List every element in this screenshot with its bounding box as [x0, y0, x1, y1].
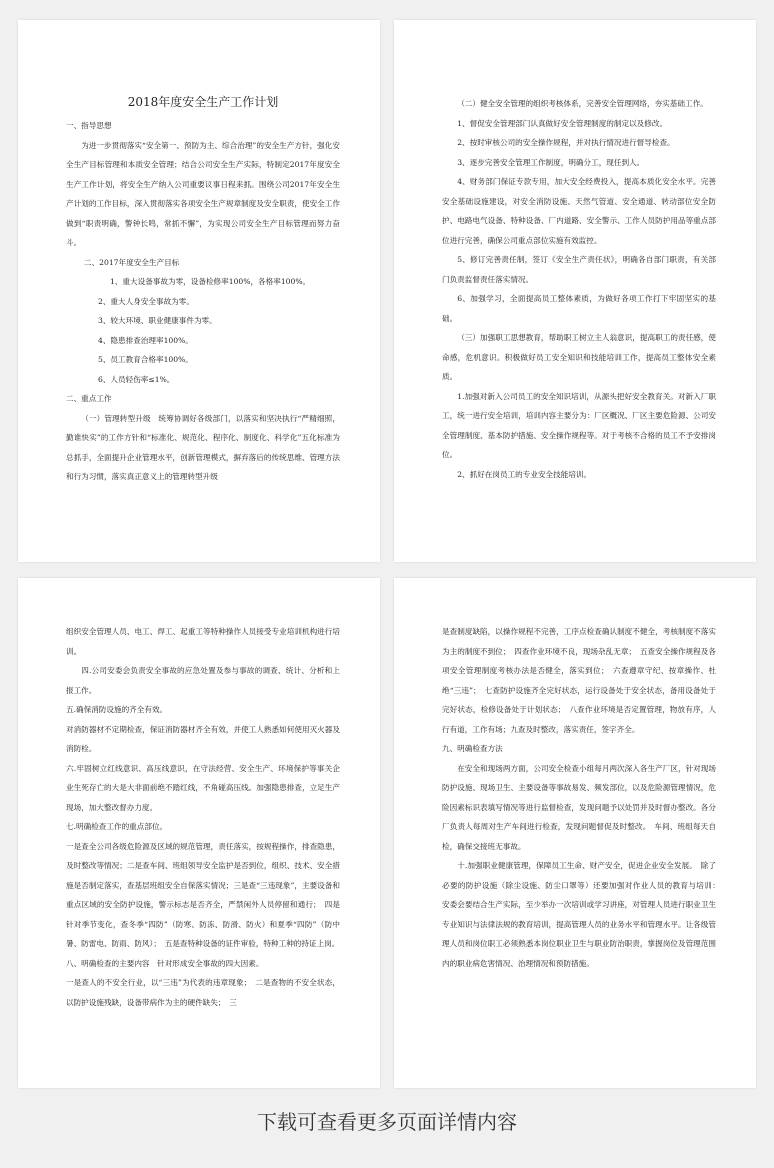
document-page-1	[18, 20, 380, 562]
section-heading: 二、重点工作	[66, 394, 112, 403]
document-title: 2018年度安全生产工作计划	[127, 95, 279, 109]
section-heading: 一、指导思想	[66, 121, 112, 130]
section-heading: 九、明确检查方法	[442, 744, 503, 753]
list-item: 6、加强学习，全面提高员工整体素质，为做好各项工作打下牢固坚实的基础。	[442, 294, 716, 323]
more-pages-caption: 下载可查看更多页面详情内容	[257, 1110, 517, 1134]
paragraph: 是查制度缺陷，以操作规程不完善，工序点检查确认制度不健全，考核制度不落实为主的制度不到位； 四查作业环境不良，现场杂乱无章； 五查安全操作规程及各项安全管理制度考核办法是否健全，落实到位； 六查遵章守纪、按章操作、杜绝“三违”； 七查防护设施齐全完好状态，运行设备处于安全状态，备用设备处于完好状态，检修设备处于计划状态； 八查作业环境是否定置管理，物放有序，人行有道，工作有场；九查及时整改，落实责任，签字齐全。	[442, 627, 716, 734]
list-item: 1、督促安全管理部门认真做好安全管理制度的制定以及修改。	[457, 118, 668, 128]
paragraph: 为进一步贯彻落实“安全第一、预防为主、综合治理”的安全生产方针，强化安全生产目标管理和本质安全管理；结合公司安全生产实际，特制定2017年度安全生产工作计划，将安全生产纳入公司重要议事日程来抓。围绕公司2017年安全生产计划的工作目标，深入贯彻落实各项安全生产规章制度及安全职责，使安全工作做到“职责明确，警钟长鸣，常抓不懈”，为实现公司安全生产目标管理而努力奋斗。	[66, 140, 340, 247]
list-item: 4、财务部门保证专款专用，加大安全经费投入，提高本质化安全水平。完善安全基础设施建设，对安全消防设施、天然气管道、安全通道、转动部位安全防护、电路电气设备、特种设备、厂内道路、安全警示、工作人员防护用品等重点部位进行完善，确保公司重点部位实施有效监控。	[442, 177, 716, 245]
list-item: 2、重大人身安全事故为零。	[98, 296, 194, 306]
section-heading: 五.确保消防设施的齐全有效。	[66, 705, 168, 714]
section-heading: 二、2017年度安全生产目标	[84, 257, 180, 267]
list-item: 5、员工教育合格率100%。	[98, 355, 193, 364]
list-item: 6、人员轻伤率≤1%。	[98, 374, 175, 384]
section-heading: 六.牢固树立红线意识、高压线意识，在守法经营、安全生产、环境保护等事关企业生死存亡的大是大非面前绝不踏红线，不角碰高压线。加强隐患排查，立足生产现场，加大整改督办力度。	[66, 763, 340, 812]
paragraph: 一是查人的不安全行业，以“三违”为代表的违章现象； 二是查物的不安全状态，以防护设施残缺，设备带病作为主的硬件缺失； 三	[66, 978, 340, 1007]
section-heading: 七.明确检查工作的重点部位。	[66, 822, 168, 831]
list-item: 3、较大环境、职业健康事件为零。	[98, 316, 217, 325]
paragraph: 组织安全管理人员、电工、焊工、起重工等特种操作人员接受专业培训机构进行培训。	[66, 627, 340, 656]
paragraph: 一是查全公司各级危险源及区域的规范管理，责任落实，按规程操作，排查隐患，及时整改等情况；二是查车间、班组领导安全监护是否到位，组织、技术、安全措施是否制定落实，查基层班组安全自保落实情况；三是查“三违现象”，主要设备和重点区域的安全防护设施，警示标志是否齐全，严禁闲外人员停留和通行； 四是针对季节变化，查冬季“四防”（防寒、防冻、防滑、防火）和夏季“四防”（防中暑、防雷电、防雨、防风）； 五是查特种设备的证件审验，特种工种的持证上岗。	[66, 841, 340, 948]
section-heading: 八、明确检查的主要内容 针对形成安全事故的四大因素。	[66, 958, 264, 968]
list-item: 1.加强对新入公司员工的安全知识培训，从源头把好安全教育关。对新入厂职工，统一进行安全培训，培训内容主要分为：厂区概况、厂区主要危险源、公司安全管理制度、基本防护措施、安全操作规程等。对于考核不合格的员工不予安排岗位。	[442, 391, 716, 459]
document-page-4	[394, 578, 756, 1088]
paragraph: 在安全和现场两方面，公司安全检查小组每月两次深入各生产厂区，针对现场防护设施、现场卫生、主要设备等事故易发、频发部位，以及危险源管理情况，危险因素标识表填写情况等进行监督检查，发现问题予以处罚并及时督办整改。各分厂负责人每周对生产车间进行检查，发现问题督促及时整改。 车间、班组每天自检，确保交接班无事故。	[442, 763, 716, 851]
paragraph: （二）健全安全管理的组织考核体系，完善安全管理网络，夯实基础工作。	[457, 99, 708, 108]
paragraph: 十.加强职业健康管理，保障员工生命、财产安全，促进企业安全发展。 除了必要的防护设施（除尘设施、防尘口罩等）还要加强对作业人员的教育与培训： 安委会要结合生产实际，至少举办一次培训或学习讲座，对管理人员进行职业卫生专业知识与法律法规的教育培训，提高管理人员的业务水平和管理水平。让各级管理人员和岗位职工必须熟悉本岗位职业卫生与职业防治职责，掌握岗位及管理范围内的职业病危害情况、治理情况和预防措施。	[442, 861, 724, 968]
paragraph: （三）加强职工思想教育，帮助职工树立主人翁意识，提高职工的责任感，使命感，危机意识。积极做好员工安全知识和技能培训工作，提高员工整体安全素质。	[442, 333, 716, 381]
list-item: 1、重大设备事故为零，设备检修率100%，各格率100%。	[110, 277, 311, 286]
document-page-3	[18, 578, 380, 1088]
list-item: 2、抓好在岗员工的专业安全技能培训。	[457, 469, 592, 479]
list-item: 3、逐步完善安全管理工作制度，明确分工，现任到人。	[457, 157, 645, 167]
paragraph: 对消防器材不定期检查，保证消防器材齐全有效，并使工人熟悉如何使用灭火器及消防栓。	[66, 724, 340, 753]
list-item: 2、按时审核公司的安全操作规程，并对执行情况进行督导检查。	[457, 138, 675, 147]
document-page-2	[394, 20, 756, 562]
list-item: 5、修订完善责任制，签订《安全生产责任状》，明确各自部门职责，有关部门负责监督责任落实情况。	[442, 255, 716, 284]
list-item: 4、隐患排查治理率100%。	[98, 335, 193, 345]
paragraph: （一）管理转型升级 统筹协调好各级部门，以落实和坚决执行“严精细照，勤谁快实”的工作方针和“标准化、规范化、程序化、制度化、科学化”五化标准为总抓手，全面提升企业管理水平，创新管理模式，摒弃落后的传统思维、管理方法和行为习惯，落实真正意义上的管理转型升级	[66, 413, 340, 481]
section-heading: 四.公司安委会负责安全事故的应急处置及参与事故的调查、统计、分析和上报工作。	[66, 666, 340, 695]
